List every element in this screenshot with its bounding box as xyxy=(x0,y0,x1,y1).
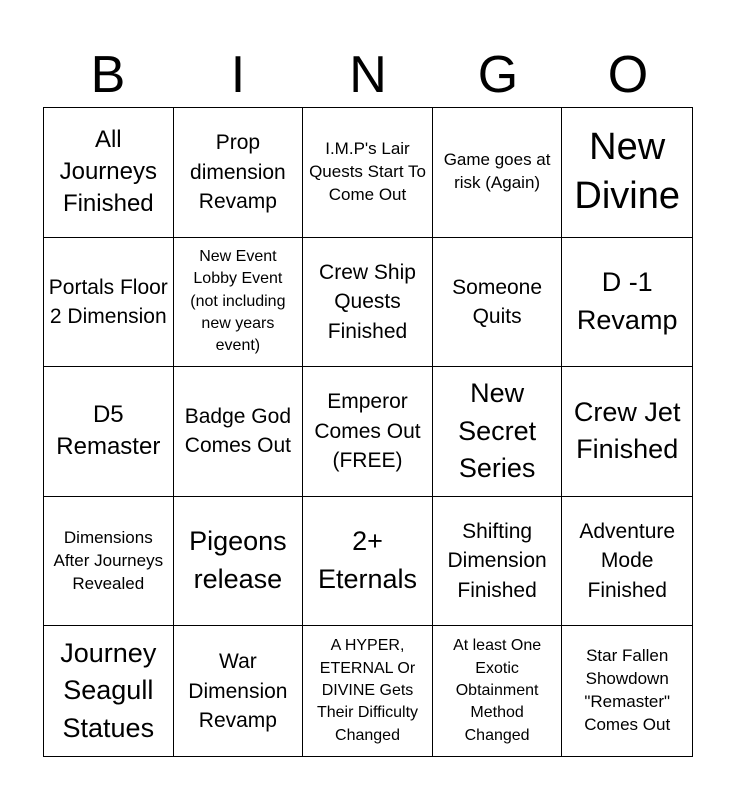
cell-label: 2+ Eternals xyxy=(317,526,418,595)
cell-label: New Event Lobby Event (not including new years event) xyxy=(190,247,286,355)
bingo-cell[interactable] xyxy=(433,367,563,497)
bingo-cell[interactable] xyxy=(433,497,563,627)
cell-label: All Journeys Finished xyxy=(59,125,157,218)
bingo-cell[interactable] xyxy=(44,497,174,627)
bingo-cell[interactable] xyxy=(44,238,174,368)
bingo-cell[interactable] xyxy=(303,626,433,756)
bingo-cell[interactable] xyxy=(44,367,174,497)
cell-label: A HYPER, ETERNAL Or DIVINE Gets Their Difficulty Changed xyxy=(316,637,419,744)
cell-label: Crew Jet Finished xyxy=(573,396,681,465)
cell-label: At least One Exotic Obtainment Method Changed xyxy=(453,637,542,744)
header-letter-g: G xyxy=(477,46,519,104)
cell-label: War Dimension Revamp xyxy=(188,650,288,732)
cell-label: Prop dimension Revamp xyxy=(190,131,286,213)
cell-label: New Divine xyxy=(574,125,680,218)
cell-label: Shifting Dimension Finished xyxy=(447,520,547,602)
bingo-cell[interactable] xyxy=(174,497,304,627)
bingo-cell[interactable] xyxy=(303,497,433,627)
cell-label: Emperor Comes Out (FREE) xyxy=(314,390,421,473)
bingo-cell[interactable] xyxy=(174,626,304,756)
cell-label: Badge God Comes Out xyxy=(184,405,292,458)
bingo-cell[interactable] xyxy=(174,108,304,238)
cell-label: I.M.P's Lair Quests Start To Come Out xyxy=(309,138,426,204)
cell-label: Pigeons release xyxy=(189,526,287,595)
bingo-cell[interactable] xyxy=(303,108,433,238)
cell-label: D -1 Revamp xyxy=(576,267,678,335)
bingo-cell[interactable] xyxy=(44,626,174,756)
cell-label: New Secret Series xyxy=(458,377,537,484)
bingo-cell[interactable] xyxy=(433,626,563,756)
bingo-cell[interactable] xyxy=(562,238,692,368)
bingo-board xyxy=(43,107,693,757)
bingo-cell[interactable] xyxy=(562,108,692,238)
bingo-cell[interactable] xyxy=(433,108,563,238)
cell-label: Someone Quits xyxy=(452,275,543,328)
cell-label: D5 Remaster xyxy=(56,401,161,461)
cell-label: Game goes at risk (Again) xyxy=(443,150,551,193)
bingo-cell[interactable] xyxy=(174,238,304,368)
cell-label: Portals Floor 2 Dimension xyxy=(48,275,168,328)
header-letter-b: B xyxy=(90,46,126,104)
cell-label: Adventure Mode Finished xyxy=(579,520,676,602)
bingo-cell[interactable] xyxy=(303,367,433,497)
bingo-cell[interactable] xyxy=(174,367,304,497)
cell-label: Dimensions After Journeys Revealed xyxy=(53,527,164,593)
header-letter-o: O xyxy=(607,46,649,104)
bingo-cell[interactable] xyxy=(303,238,433,368)
bingo-cell[interactable] xyxy=(562,626,692,756)
header-letter-i: I xyxy=(230,46,246,104)
bingo-cell[interactable] xyxy=(562,497,692,627)
bingo-cell[interactable] xyxy=(562,367,692,497)
header-letter-n: N xyxy=(349,46,387,104)
bingo-cell[interactable] xyxy=(433,238,563,368)
bingo-header xyxy=(43,44,693,106)
cell-label: Star Fallen Showdown "Remaster" Comes Out xyxy=(584,646,671,735)
bingo-cell[interactable] xyxy=(44,108,174,238)
cell-label: Journey Seagull Statues xyxy=(60,637,157,744)
cell-label: Crew Ship Quests Finished xyxy=(319,260,416,343)
